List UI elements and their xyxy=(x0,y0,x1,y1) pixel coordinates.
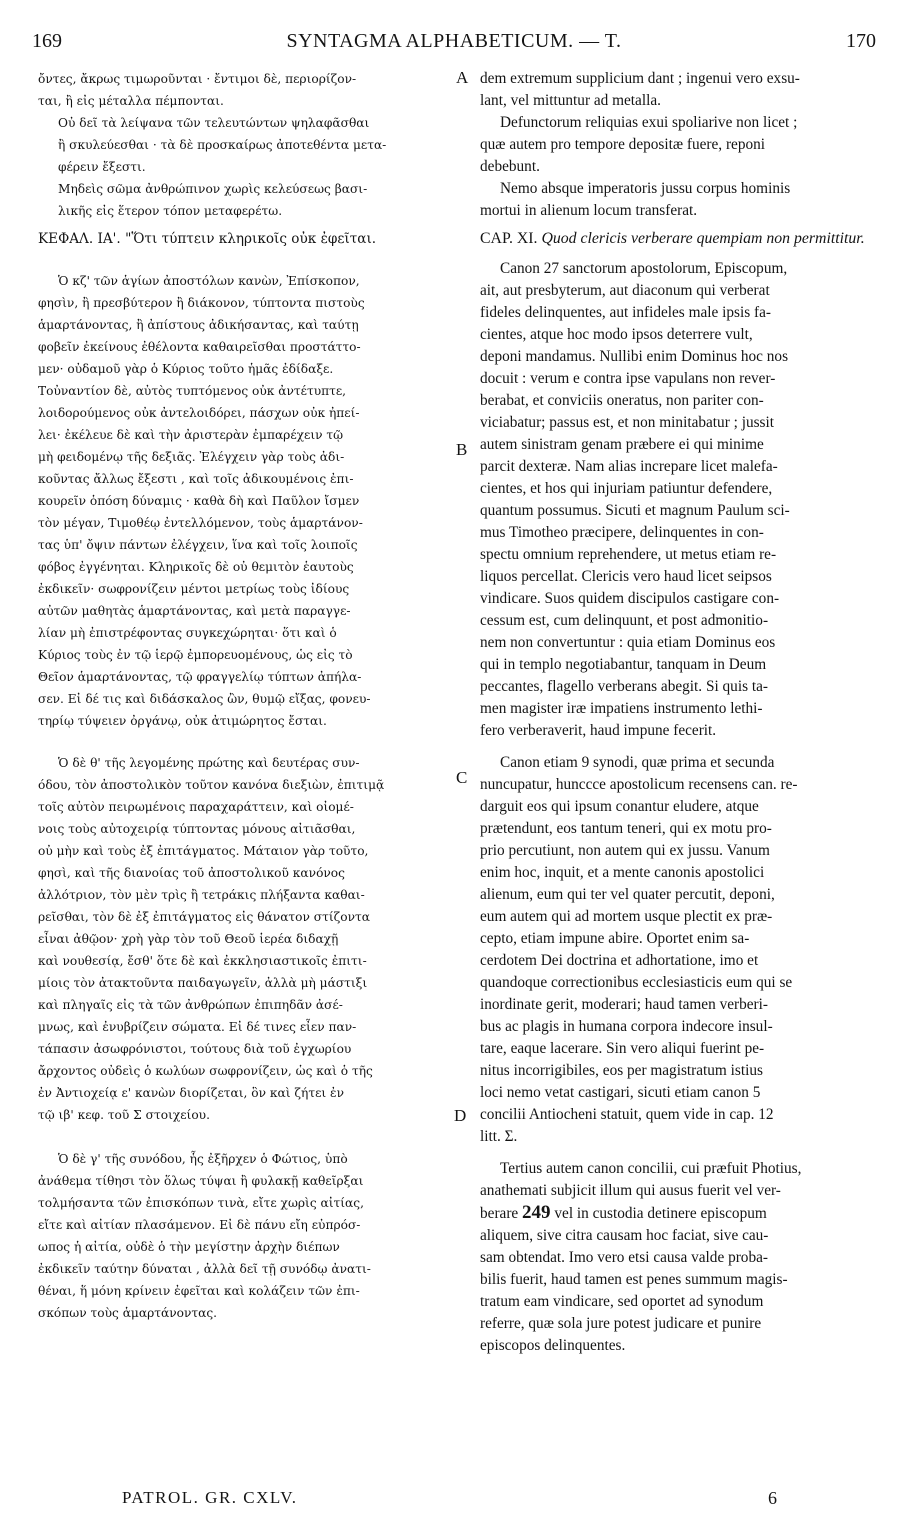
text-line: Κύριος τοὺς ἐν τῷ ἱερῷ ἐμπορευομένους, ὡς εἰς τὸ xyxy=(38,648,353,662)
text-line: τῷ ιβ' κεφ. τοῦ Σ στοιχείου. xyxy=(38,1108,210,1122)
text-line: darguit eos qui ipsum conantur eludere, atque xyxy=(480,798,759,815)
text-line: autem sinistram genam præbere ei qui minime xyxy=(480,436,764,453)
text-line: τάπασιν ἀσωφρόνιστοι, τούτους διὰ τοῦ ἐγχωρίου xyxy=(38,1042,352,1056)
text-line: ἁμαρτάνοντας, ἢ ἀπίστους ἀδικήσαντας, καὶ ταύτῃ xyxy=(38,318,359,332)
text-line: men magister iræ impatiens instrumento lethi- xyxy=(480,700,763,717)
text-line: φησὶν, ἢ πρεσβύτερον ἢ διάκονον, τύπτοντα πιστοὺς xyxy=(38,296,365,310)
greek-section xyxy=(38,270,456,732)
margin-letter-a: A xyxy=(456,68,469,87)
text-line: λίαν μὴ ἐπιστρέφοντας συγκεχώρηται· ὅτι καὶ ὁ xyxy=(38,626,337,640)
text-line: καὶ νουθεσίᾳ, ἔσθ' ὅτε δὲ καὶ ἐκκλησιαστικοῖς ἐπιτι- xyxy=(38,954,367,968)
column-number: 249 xyxy=(522,1202,551,1223)
text-line: Ὁ δὲ θ' τῆς λεγομένης πρώτης καὶ δευτέρας συν- xyxy=(58,756,360,770)
text-line: referre, quæ sola jure potest judicare et punire xyxy=(480,1315,762,1332)
margin-letter-d: D xyxy=(454,1106,467,1125)
text-line: Τοὐναντίον δὲ, αὐτὸς τυπτόμενος οὐκ ἀντέτυπτε, xyxy=(38,384,347,398)
latin-chapter-title: Quod clericis verberare quempiam non permittitur. xyxy=(541,230,865,247)
latin-chapter-heading xyxy=(480,228,874,250)
latin-paragraph xyxy=(480,112,874,178)
greek-paragraph xyxy=(38,68,456,112)
text-line: cientes, et hos qui injuriam patiuntur defendere, xyxy=(480,480,773,497)
text-line: tare, eaque lacerare. Sin vero aliqui fuerint pe- xyxy=(480,1040,765,1057)
text-line: berabat, et conviciis oneratus, non pariter con- xyxy=(480,392,764,409)
text-line: nitus incorrigibiles, eos per magistratum istius xyxy=(480,1062,763,1079)
text-line: ἀλλότριον, τὸν μὲν τρὶς ἢ τετράκις πλήξαντα καθαι- xyxy=(38,888,365,902)
greek-paragraph xyxy=(38,178,456,222)
left-page-number: 169 xyxy=(32,30,62,52)
text-line: fideles delinquentes, aut infideles male ipsis fa- xyxy=(480,304,771,321)
text-line: ἐκδικεῖν· σωφρονίζειν μέντοι μετρίως τοὺς ἰδίους xyxy=(38,582,350,596)
text-line: ἀνάθεμα τίθησι τὸν ὅλως τύψαι ἢ φυλακῇ καθεῖρξαι xyxy=(38,1174,364,1188)
text-line: λικῆς εἰς ἕτερον τόπον μεταφερέτω. xyxy=(58,204,283,218)
text-line: ἢ σκυλεύεσθαι · τὰ δὲ προσκαίρως ἀποτεθέντα μετα- xyxy=(58,138,387,152)
text-line: bus ac plagis in humana corpora indecore insul- xyxy=(480,1018,773,1035)
text-line: φοβεῖν ἐκείνους ἐθέλοντα καθαιρεῖσθαι προστάττο- xyxy=(38,340,361,354)
greek-chapter-heading: ΚΕΦΑΛ. ΙΑ'. "Ὅτι τύπτειν κληρικοῖς οὐκ ἐφεῖται. xyxy=(38,231,377,247)
text-line: peccantes, flagello verberans abegit. Si quis ta- xyxy=(480,678,768,695)
text-line: sam obtendat. Imo vero etsi causa valde proba- xyxy=(480,1249,768,1266)
text-line: ωπος ἡ αἰτία, οὐδὲ ὁ τὴν μεγίστην ἀρχὴν διέπων xyxy=(38,1240,340,1254)
text-line: ait, aut presbyterum, aut diaconum qui verberat xyxy=(480,282,770,299)
text-line: dem extremum supplicium dant ; ingenui vero exsu- xyxy=(480,70,800,87)
text-line: μίοις τὸν ἀτακτοῦντα παιδαγωγεῖν, ἀλλὰ μὴ μάστιξι xyxy=(38,976,368,990)
text-line: enim hoc, inquit, et a mente canonis apostolici xyxy=(480,864,765,881)
text-line: Ὁ κζ' τῶν ἁγίων ἀποστόλων κανὼν, Ἐπίσκοπον, xyxy=(58,274,360,288)
text-line: θέναι, ἥ μόνη κρίνειν ἐφεῖται καὶ κολάζειν τῶν ἐπι- xyxy=(38,1284,360,1298)
text-line: quandoque correctionibus ecclesiasticis eum qui se xyxy=(480,974,793,991)
text-line: lant, vel mittuntur ad metalla. xyxy=(480,92,661,109)
text-line: deponi mandamus. Nullibi enim Dominus hoc nos xyxy=(480,348,789,365)
text-line: φόβος ἐγγένηται. Κληρικοῖς δὲ οὐ θεμιτὸν ἑαυτοὺς xyxy=(38,560,354,574)
text-line: docuit : verum e contra ipse vapulans non rever- xyxy=(480,370,776,387)
text-line: litt. Σ. xyxy=(480,1128,518,1145)
text-line: bilis fuerit, haud tamen est penes summum magis- xyxy=(480,1271,788,1288)
latin-lines xyxy=(480,1225,874,1357)
text-line: τολμήσαντα τῶν ἐπισκόπων τινὰ, εἴτε χωρὶς αἰτίας, xyxy=(38,1196,364,1210)
text-line: tratum eam vindicare, sed oportet ad synodum xyxy=(480,1293,764,1310)
text-line: eum autem qui ad mortem usque plectit ex præ- xyxy=(480,908,773,925)
text-line: Οὐ δεῖ τὰ λείψανα τῶν τελευτώντων ψηλαφᾶσθαι xyxy=(58,116,370,130)
text-line: κουρεῖν ὁπόση δύναμις · καθὰ δὴ καὶ Παῦλον ἴσμεν xyxy=(38,494,360,508)
latin-section xyxy=(480,752,874,1148)
text-line: ἐν Ἀντιοχείᾳ ε' κανὼν διορίζεται, ὃν καὶ ζήτει ἐν xyxy=(38,1086,344,1100)
greek-section xyxy=(38,1148,456,1324)
latin-chapter-label: CAP. XI. xyxy=(480,230,538,247)
latin-section-3 xyxy=(480,1158,874,1357)
text-line: parcit dexteræ. Nam alias increpare licet malefa- xyxy=(480,458,778,475)
footer-signature: 6 xyxy=(768,1488,777,1508)
text-line: loci nemo vetat castigari, sicuti etiam canon 5 xyxy=(480,1084,761,1101)
text-line: Θεῖον ἁμαρτάνοντας, τῷ φραγγελίῳ τύπτων ἀπήλα- xyxy=(38,670,362,684)
latin-column xyxy=(480,68,874,1357)
text-line: κοῦντας ἄλλως ἔξεστι , καὶ τοῖς ἀδικουμένοις ἐπι- xyxy=(38,472,354,486)
text-line: aliquem, sive citra causam hoc faciat, sive cau- xyxy=(480,1227,769,1244)
text-line: τοῖς αὐτὸν πειρωμένοις παραχαράττειν, καὶ οἰομέ- xyxy=(38,800,354,814)
text-line: cientes, atque hoc modo ipsos deterrere vult, xyxy=(480,326,753,343)
text-line: liquos percellat. Clericis vero haud licet seipsos xyxy=(480,568,772,585)
text-line: νοις τοὺς αὐτοχειρίᾳ τύπτοντας μόνους αἰτιᾶσθαι, xyxy=(38,822,356,836)
text-line: λοιδορούμενος οὐκ ἀντελοιδόρει, πάσχων οὐκ ἠπεί- xyxy=(38,406,360,420)
latin-paragraph xyxy=(480,68,874,112)
text-line: nuncupatur, hunccce apostolicum recensens can. re- xyxy=(480,776,798,793)
text-line: τὸν μέγαν, Τιμοθέῳ ἐντελλόμενον, τοὺς ἁμαρτάνον- xyxy=(38,516,363,530)
text-line: τηρίῳ τύψειεν ὀργάνῳ, οὐκ ἀτιμώρητος ἔσται. xyxy=(38,714,327,728)
text-line: mortui in alienum locum transferat. xyxy=(480,202,698,219)
text-line: φησὶ, καὶ τῆς διανοίας τοῦ ἀποστολικοῦ κανόνος xyxy=(38,866,345,880)
text-line: Canon 27 sanctorum apostolorum, Episcopum, xyxy=(500,260,788,277)
text-line: viciabatur; passus est, et non minitabatur ; jussit xyxy=(480,414,774,431)
text-line: quæ autem pro tempore depositæ fuere, reponi xyxy=(480,136,766,153)
text-line: Μηδεὶς σῶμα ἀνθρώπινον χωρὶς κελεύσεως βασι- xyxy=(58,182,368,196)
text-line: τας ὑπ' ὄψιν πάντων ἐλέγχειν, ἵνα καὶ τοῖς λοιποῖς xyxy=(38,538,358,552)
text-line: λει· ἐκέλευε δὲ καὶ τὴν ἀριστερὰν ἐμπαρέχειν τῷ xyxy=(38,428,344,442)
text-line: σεν. Εἰ δέ τις καὶ διδάσκαλος ὢν, θυμῷ εἴξας, φονευ- xyxy=(38,692,371,706)
text-line: ται, ἢ εἰς μέταλλα πέμπονται. xyxy=(38,94,224,108)
greek-column xyxy=(38,68,456,1324)
text-line: όδου, τὸν ἀποστολικὸν τοῦτον κανόνα διεξιὼν, ἐπιτιμᾷ xyxy=(38,778,385,792)
text-line: prætendunt, eos tantum teneri, qui ex motu pro- xyxy=(480,820,772,837)
text-line: ρεῖσθαι, τὸν δὲ ἐξ ἐπιτάγματος εἰς θάνατον στίζοντα xyxy=(38,910,370,924)
text-line: cepto, etiam impune abire. Oportet enim sa- xyxy=(480,930,750,947)
text-line: ἄρχοντος οὐδεὶς ὁ κωλύων σωφρονίζειν, ὡς καὶ ὁ τῆς xyxy=(38,1064,373,1078)
latin-paragraph xyxy=(480,178,874,222)
text-line: Defunctorum reliquias exui spoliarive non licet ; xyxy=(500,114,798,131)
text-line: cessum est, cum delinquunt, et post admonitio- xyxy=(480,612,769,629)
text-line: ἐκδικεῖν ταύτην δύναται , ἀλλὰ δεῖ τῇ συνόδῳ ἀνατι- xyxy=(38,1262,371,1276)
greek-section xyxy=(38,752,456,1126)
text-line: prio percutiunt, non autem qui ex jussu. Vanum xyxy=(480,842,770,859)
latin-line: anathemati subjicit illum qui ausus fuerit vel ver- xyxy=(480,1182,781,1199)
text-line: inordinate gerit, moderari; haud tamen verberi- xyxy=(480,996,768,1013)
greek-paragraph xyxy=(38,112,456,178)
text-line: cerdotem Dei doctrina et adhortatione, imo et xyxy=(480,952,759,969)
text-line: debebunt. xyxy=(480,158,540,175)
text-line: οὐ μὴν καὶ τοὺς ἐξ ἐπιτάγματος. Μάταιον γὰρ τοῦτο, xyxy=(38,844,369,858)
text-line: μεν· οὐδαμοῦ γὰρ ὁ Κύριος τοῦτο ἡμᾶς ἐδίδαξε. xyxy=(38,362,334,376)
latin-line: berare 249 vel in custodia detinere episcopum xyxy=(480,1202,767,1223)
text-line: mus Timotheo præcipere, delinquentes in con- xyxy=(480,524,764,541)
text-line: ὄντες, ἄκρως τιμωροῦνται · ἔντιμοι δὲ, περιορίζον- xyxy=(38,72,357,86)
text-line: alienum, eum qui ter vel quater percutit, deponi, xyxy=(480,886,775,903)
text-line: Canon etiam 9 synodi, quæ prima et secunda xyxy=(500,754,775,771)
right-page-number: 170 xyxy=(846,30,876,52)
text-line: nem non convertuntur : quia etiam Dominus eos xyxy=(480,634,776,651)
text-line: εἶναι ἀθῷον· χρὴ γὰρ τὸν τοῦ Θεοῦ ἱερέα διδαχῇ xyxy=(38,932,339,946)
text-line: μὴ φειδομένῳ τῆς δεξιᾶς. Ἐλέγχειν γὰρ τοὺς ἀδι- xyxy=(38,450,345,464)
text-line: φέρειν ἔξεστι. xyxy=(58,160,146,174)
text-line: episcopos delinquentes. xyxy=(480,1337,626,1354)
margin-letter-c: C xyxy=(456,768,468,787)
text-line: Ὁ δὲ γ' τῆς συνόδου, ἧς ἐξῆρχεν ὁ Φώτιος, ὑπὸ xyxy=(58,1152,348,1166)
text-line: αὐτῶν μαθητὰς ἁμαρτάνοντας, καὶ μετὰ παραγγε- xyxy=(38,604,351,618)
text-line: quantum possumus. Sicuti et magnum Paulum sci- xyxy=(480,502,790,519)
text-line: Nemo absque imperatoris jussu corpus hominis xyxy=(500,180,791,197)
latin-line: Tertius autem canon concilii, cui præfuit Photius, xyxy=(500,1160,802,1177)
text-line: σκόπων τοὺς ἁμαρτάνοντας. xyxy=(38,1306,218,1320)
footer-series: PATROL. GR. CXLV. xyxy=(122,1488,298,1507)
text-line: εἴτε καὶ αἰτίαν πλασάμενον. Εἰ δὲ πάνυ εἴη εὐπρόσ- xyxy=(38,1218,361,1232)
text-line: fero verberaverit, haud impune fecerit. xyxy=(480,722,717,739)
latin-section xyxy=(480,258,874,742)
page-header xyxy=(32,30,876,60)
text-line: vindicare. Suos quidem discipulos castigare con- xyxy=(480,590,780,607)
running-title: SYNTAGMA ALPHABETICUM. — T. xyxy=(286,30,622,52)
text-line: μνως, καὶ ἐνυβρίζειν σώματα. Εἰ δέ τινες εἶεν παν- xyxy=(38,1020,357,1034)
text-line: concilii Antiocheni statuit, quem vide in cap. 12 xyxy=(480,1106,774,1123)
text-line: spectu omnium reprehendere, ut metus etiam re- xyxy=(480,546,777,563)
text-line: καὶ πληγαῖς εἰς τὰ τῶν ἀνθρώπων ἐπιπηδᾶν ἀσέ- xyxy=(38,998,343,1012)
margin-letter-b: B xyxy=(456,440,468,459)
text-line: qui in templo negotiabantur, tanquam in Deum xyxy=(480,656,767,673)
